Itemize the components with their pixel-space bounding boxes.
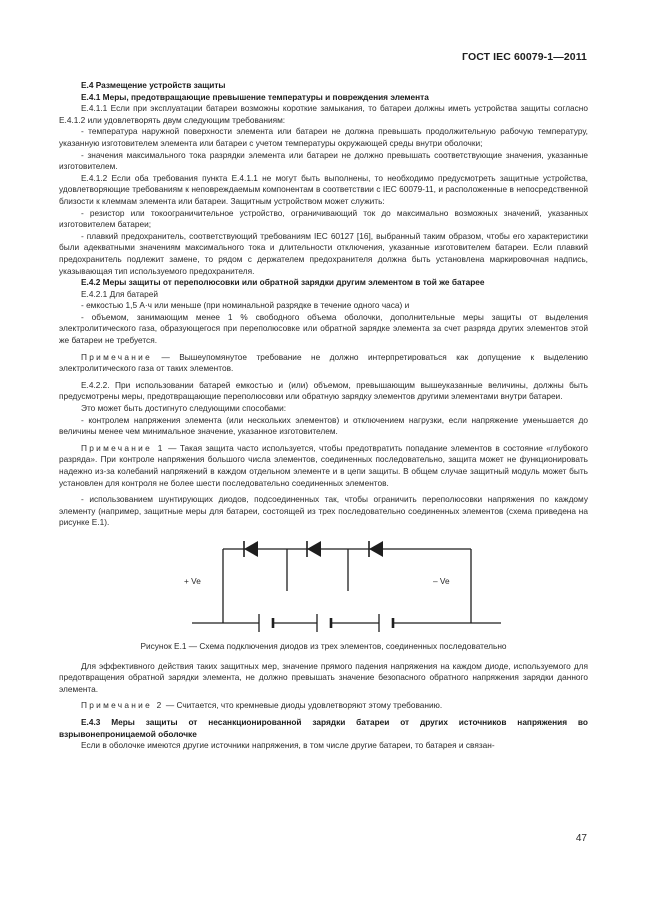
- list-item: - емкостью 1,5 А·ч или меньше (при номинальной разрядке в течение одного часа) и: [81, 300, 410, 311]
- list-item: - значения максимального тока разрядки элемента или батареи не должно превышать соответствующие значения, указанные изготовителем.: [59, 149, 588, 172]
- note: [59, 352, 588, 375]
- section-heading-e4: Е.4 Размещение устройств защиты: [81, 80, 226, 90]
- note-label: Примечание 1: [81, 442, 165, 453]
- note: [59, 700, 588, 712]
- paragraph: Это может быть достигнуто следующими способами:: [81, 403, 287, 414]
- figure-caption: Рисунок Е.1 — Схема подключения диодов из трех элементов, соединенных последовательно: [140, 640, 507, 651]
- paragraph: Е.4.2.1 Для батарей: [81, 288, 159, 299]
- positive-terminal-label: + Ve: [184, 575, 201, 586]
- diode-3: [369, 541, 383, 557]
- circuit-diagram-svg: [59, 535, 588, 639]
- circuit-diagram: [59, 535, 588, 639]
- note-text: — Такая защита часто используется, чтобы предотвратить попадание элементов в состояние «глубокого разряда». При контроле напряжения большого числа элементов, соединенных последовательно, защита может не функционировать надежно из-за колебаний напряжений в каждом отдельном элементе и в цепи защиты. В общем случае защитный модуль может быть установлен для контроля не более шести последовательно соединенных элементов.: [59, 442, 588, 488]
- paragraph: Е.4.1.1 Если при эксплуатации батареи возможны короткие замыкания, то батареи должны иметь устройства защиты согласно Е.4.1.2 или удовлетворять двум следующим требованиям:: [59, 103, 588, 125]
- note-label: Примечание 2: [81, 700, 164, 711]
- paragraph: Для эффективного действия таких защитных мер, значение прямого падения напряжения на каждом диоде, используемого для предотвращения обратной зарядки элемента, не должно превышать значение безопасного обратного напряжения зарядки данного элемента.: [59, 660, 588, 694]
- note-label: Примечание: [81, 351, 153, 362]
- diode-1: [244, 541, 258, 557]
- negative-terminal-label: – Ve: [433, 575, 450, 586]
- document-body: [59, 80, 588, 752]
- section-heading-e42: Е.4.2 Меры защиты от переполюсовки или обратной зарядки другим элементом в той же батарее: [81, 277, 485, 288]
- note-text: — Вышеупомянутое требование не должно интерпретироваться как допущение к выделению электролитического газа от таких элементов.: [59, 351, 588, 374]
- page-number: 47: [575, 833, 587, 844]
- list-item: - температура наружной поверхности элемента или батареи не должна превышать продолжительную рабочую температуру, указанную изготовителем элемента или батареи с учетом температуры окружающей среды внутри оболочки;: [59, 126, 588, 148]
- list-item: - объемом, занимающим менее 1 % свободного объема оболочки, дополнительные меры защиты от выделения электролитического газа, образующегося при переполюсовке или обратной зарядке элемента за счет разряда других элементов этой же батареи не требуется.: [59, 311, 588, 346]
- list-item: - использованием шунтирующих диодов, подсоединенных так, чтобы ограничить переполюсовки напряжения по каждому элементу (например, защитные меры для батареи, состоящей из трех последовательно соединенных элементов (схема приведена на рисунке Е.1).: [59, 494, 588, 528]
- paragraph: Если в оболочке имеются другие источники напряжения, в том числе другие батареи, то батарея и связан-: [81, 740, 495, 751]
- note-text: — Считается, что кремневые диоды удовлетворяют этому требованию.: [163, 700, 443, 711]
- list-item: - контролем напряжения элемента (или нескольких элементов) и отключением нагрузки, если напряжение уменьшается до величины менее чем минимальное значение, указанное изготовителем.: [59, 414, 588, 437]
- section-heading-e41: Е.4.1 Меры, предотвращающие превышение температуры и повреждения элемента: [81, 91, 429, 102]
- list-item: - резистор или токоограничительное устройство, ограничивающий ток до максимально возможных значений, указанных изготовителем батареи;: [59, 207, 588, 230]
- list-item: - плавкий предохранитель, соответствующий требованиям IEC 60127 [16], выбранный таким образом, чтобы его характеристики были адекватными значениям максимального тока и длительности отключения, указанные изготовителем батареи. Если плавкий предохранитель подлежит замене, то рядом с держателем предохранителя должна быть установлена маркировочная надпись, указывающая тип используемого предохранителя.: [59, 230, 588, 276]
- diode-2: [307, 541, 321, 557]
- paragraph: Е.4.1.2 Если оба требования пункта Е.4.1.1 не могут быть выполнены, то необходимо предусмотреть защитные устройства, удовлетворяющие требованиям к неповреждаемым компонентам в соответствии с IEC 60079-11, и расположенные в непосредственной близости к клеммам элемента или батареи. Защитным устройством может служить:: [59, 172, 588, 206]
- document-header: ГОСТ IEC 60079-1—2011: [462, 51, 587, 63]
- note: [59, 443, 588, 489]
- section-heading-e43: Е.4.3 Меры защиты от несанкционированной зарядки батареи от других источников напряжения во взрывонепроницаемой оболочке: [59, 716, 588, 739]
- paragraph: Е.4.2.2. При использовании батарей емкостью и (или) объемом, превышающим вышеуказанные величины, должны быть предусмотрены меры, предотвращающие переполюсовки или обратную зарядку элементов другими элементами внутри батареи.: [59, 379, 588, 402]
